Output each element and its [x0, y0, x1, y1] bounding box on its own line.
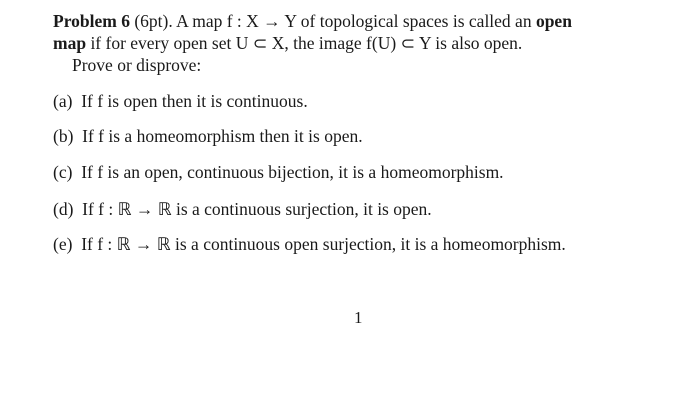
term-map: map	[53, 33, 87, 53]
problem-line-1	[53, 11, 572, 32]
item-label: (c)	[53, 162, 73, 182]
problem-text-1: A map f : X → Y of topological spaces is called an	[172, 11, 536, 31]
item-label: (a)	[53, 91, 73, 111]
item-b	[53, 126, 363, 147]
item-label: (e)	[53, 234, 73, 254]
item-text: If f is open then it is continuous.	[81, 91, 308, 111]
page-number: 1	[354, 308, 363, 327]
problem-points: (6pt).	[134, 11, 173, 31]
item-c	[53, 162, 504, 183]
item-text: If f is a homeomorphism then it is open.	[82, 126, 363, 146]
problem-line-2	[53, 33, 522, 54]
item-a	[53, 91, 308, 112]
item-text: If f is an open, continuous bijection, it is a homeomorphism.	[81, 162, 504, 182]
item-label: (d)	[53, 199, 74, 219]
problem-heading: Problem 6	[53, 11, 130, 31]
instruction: Prove or disprove:	[72, 55, 202, 75]
term-open: open	[535, 11, 572, 31]
problem-text-2: if for every open set U ⊂ X, the image f(U) ⊂ Y is also open.	[86, 33, 523, 53]
item-text: If f : ℝ → ℝ is a continuous open surjection, it is a homeomorphism.	[81, 234, 566, 254]
item-text: If f : ℝ → ℝ is a continuous surjection, it is open.	[82, 199, 432, 219]
item-d	[53, 199, 432, 220]
item-e	[53, 234, 566, 255]
item-label: (b)	[53, 126, 74, 146]
